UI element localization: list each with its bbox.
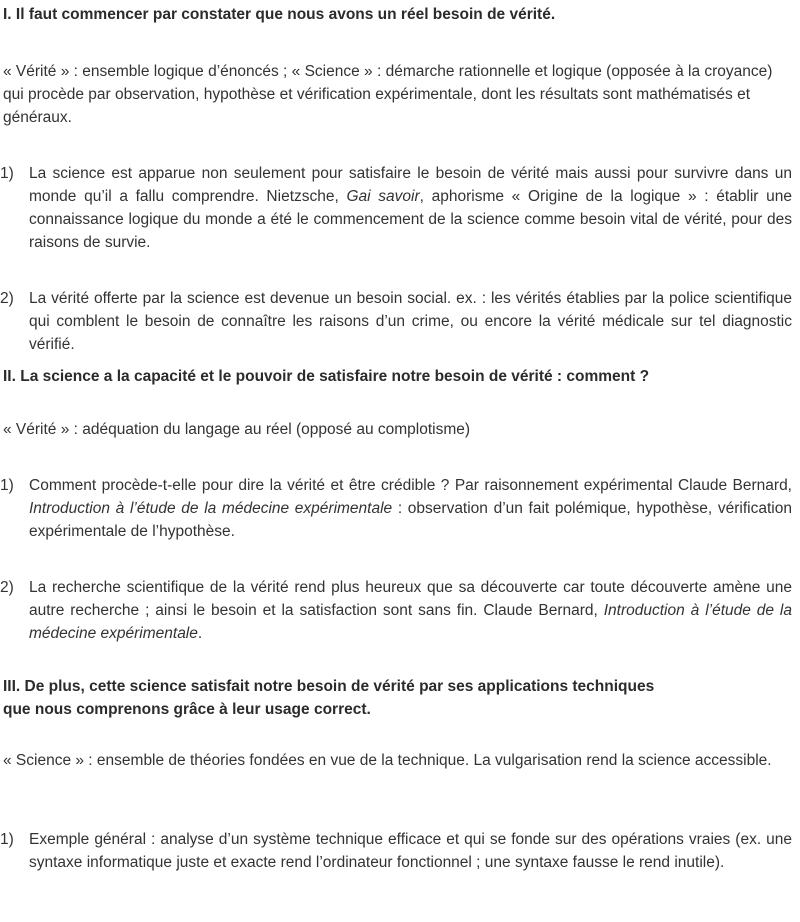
item-text: La science est apparue non seulement pour satisfaire le besoin de vérité mais aussi pour survivre dans un monde qu’il a fallu comprendre. Nietzsche, [29,165,792,205]
section-2-definition: « Vérité » : adéquation du langage au réel (opposé au complotisme) [3,421,471,438]
item-number: 2) [0,579,14,596]
section-3-heading-line-1: III. De plus, cette science satisfait notre besoin de vérité par ses applications techniques [3,678,655,695]
item-text: Comment procède-t-elle pour dire la vérité et être crédible ? Par raisonnement expérimental Claude Bernard, [29,477,792,494]
section-3-heading-line-2: que nous comprenons grâce à leur usage correct. [3,701,371,718]
item-number: 1) [0,165,14,182]
item-number: 2) [0,290,14,307]
section-3-item-1 [0,828,792,874]
item-work-title: Gai savoir [346,188,420,205]
section-1-definition: « Vérité » : ensemble logique d’énoncés ; « Science » : démarche rationnelle et logique (opposée à la croyance) qui procède par observation, hypothèse et vérification expérimentale, dont les résultats sont mathématisés et généraux. [3,63,773,126]
section-1-item-2 [0,287,792,356]
item-work-title: Introduction à l’étude de la médecine expérimentale [29,602,792,642]
item-text: La recherche scientifique de la vérité rend plus heureux que sa découverte car toute découverte amène une autre recherche ; ainsi le besoin et la satisfaction sont sans fin. Claude Bernard, [29,579,792,619]
item-work-title: Introduction à l’étude de la médecine expérimentale [29,500,393,517]
item-number: 1) [0,477,14,494]
item-text: : observation d’un fait polémique, hypothèse, vérification expérimentale de l’hypothèse. [29,500,792,540]
item-number: 1) [0,831,14,848]
section-2-heading: II. La science a la capacité et le pouvoir de satisfaire notre besoin de vérité : comment ? [3,368,650,385]
section-1-heading: I. Il faut commencer par constater que nous avons un réel besoin de vérité. [3,6,556,23]
item-text: , aphorisme « Origine de la logique » : établir une connaissance logique du monde a été le commencement de la science comme besoin vital de vérité, pour des raisons de survie. [29,188,793,251]
section-1-item-1 [0,162,792,254]
section-3-definition: « Science » : ensemble de théories fondées en vue de la technique. La vulgarisation rend la science accessible. [3,752,772,769]
item-text: . [197,625,203,642]
item-text: La vérité offerte par la science est devenue un besoin social. ex. : les vérités établies par la police scientifique qui comblent le besoin de connaître les raisons d’un crime, ou encore la vérité médicale sur tel diagnostic vérifié. [29,290,792,353]
section-2-item-1 [0,474,792,543]
section-2-item-2 [0,576,792,645]
item-text: Exemple général : analyse d’un système technique efficace et qui se fonde sur des opérations vraies (ex. une syntaxe informatique juste et exacte rend l’ordinateur fonctionnel ; une syntaxe fausse le rend inutile). [29,831,792,871]
section-3-heading [3,675,793,721]
